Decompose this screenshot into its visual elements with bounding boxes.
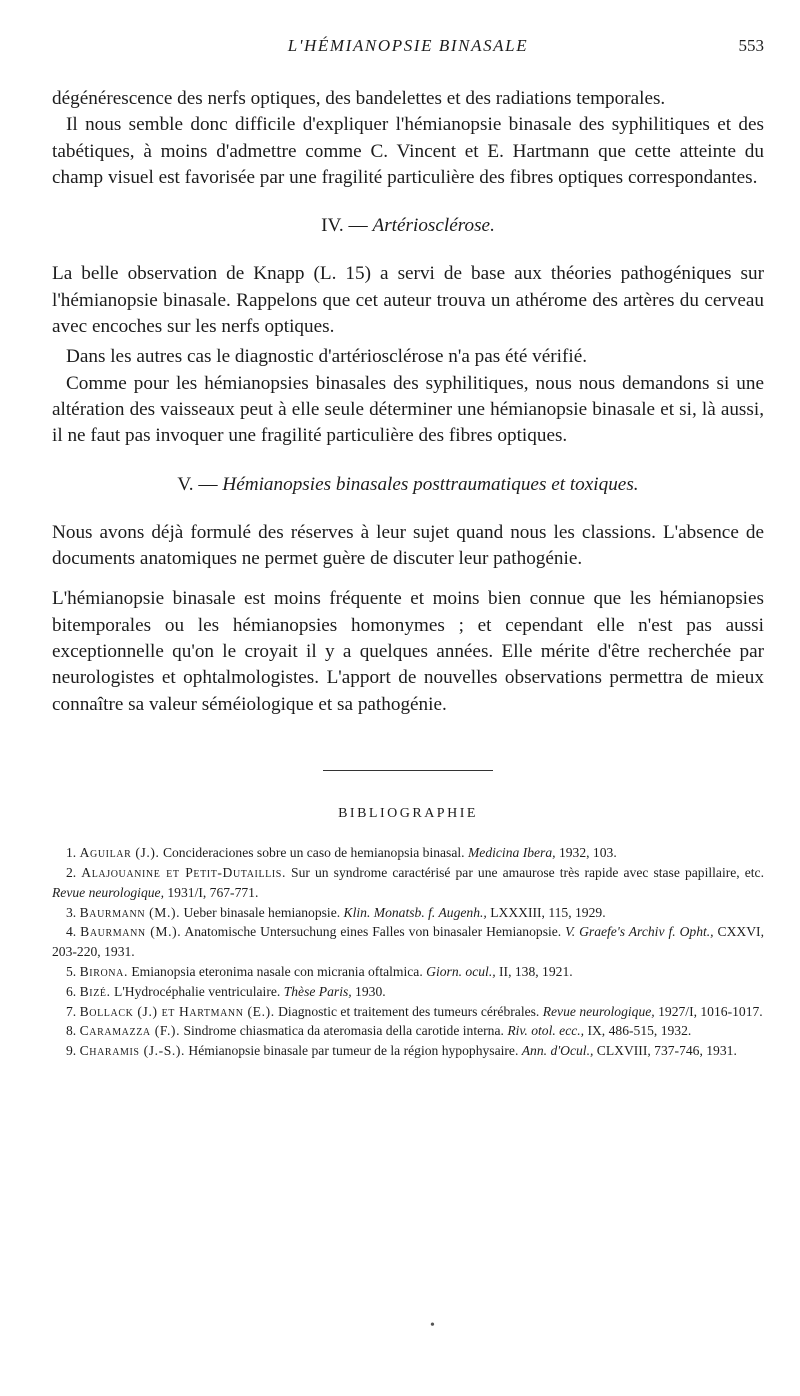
- section-heading-iv: [52, 213, 764, 239]
- section-heading-v: [52, 472, 764, 498]
- bib-entry-8: 8. Caramazza (F.). Sindrome chiasmatica da ateromasia della carotide interna. Riv. otol. ecc., IX, 486-515, 1932.: [66, 1023, 692, 1039]
- bib-entry-9: 9. Charamis (J.-S.). Hémianopsie binasale par tumeur de la région hypophysaire. Ann. d'Ocul., CLXVIII, 737-746, 1931.: [66, 1043, 737, 1059]
- paragraph-5: Comme pour les hémianopsies binasales des syphilitiques, nous nous demandons si une altération des vaisseaux peut à elle seule déterminer une hémianopsie binasale et si, là aussi, il ne faut pas invoquer une fragilité particulière des fibres optiques.: [52, 372, 764, 447]
- paragraph-3: La belle observation de Knapp (L. 15) a servi de base aux théories pathogéniques sur l'hémianopsie binasale. Rappelons que cet auteur trouva un athérome des artères du cerveau avec encoches sur les nerfs optiques.: [52, 263, 764, 338]
- bib-entry-6: 6. Bizé. L'Hydrocéphalie ventriculaire. Thèse Paris, 1930.: [66, 983, 386, 999]
- bib-entry-7: 7. Bollack (J.) et Hartmann (E.). Diagnostic et traitement des tumeurs cérébrales. Revue neurologique, 1927/I, 1016-1017.: [66, 1003, 763, 1019]
- section-divider: [323, 770, 493, 771]
- section-v-number: V. —: [177, 473, 218, 495]
- section-iv-title: Artériosclérose.: [372, 215, 495, 237]
- bib-entry-1: 1. Aguilar (J.). Concideraciones sobre un caso de hemianopsia binasal. Medicina Ibera, 1932, 103.: [66, 845, 617, 861]
- paragraph-2: Il nous semble donc difficile d'expliquer l'hémianopsie binasale des syphilitiques et des tabétiques, à moins d'admettre comme C. Vincent et E. Hartmann que cette atteinte du champ visuel est favorisée par une fragilité particulière des fibres optiques correspondantes.: [52, 114, 764, 188]
- paragraph-7: L'hémianopsie binasale est moins fréquente et moins bien connue que les hémianopsies bitemporales ou les hémianopsies homonymes ; et cependant elle n'est pas aussi exceptionnelle qu'on le croyait il y a quelques années. Elle mérite d'être recherchée par neurologistes et ophtalmologistes. L'apport de nouvelles observations permettra de mieux connaître sa valeur séméiologique et sa pathogénie.: [52, 588, 764, 715]
- running-head: [52, 36, 764, 62]
- section-v-title: Hémianopsies binasales posttraumatiques et toxiques.: [222, 473, 639, 495]
- main-text: [52, 86, 764, 1061]
- bib-entry-5: 5. Birona. Emianopsia eteronima nasale con micrania oftalmica. Giorn. ocul., II, 138, 1921.: [66, 964, 573, 980]
- bib-entry-4: 4. Baurmann (M.). Anatomische Untersuchung eines Falles von binasaler Hemianopsie. V. Graefe's Archiv f. Opht., CXXVI, 203-220, 1931.: [52, 924, 764, 960]
- section-iv-number: IV. —: [321, 215, 368, 237]
- paragraph-1: dégénérescence des nerfs optiques, des bandelettes et des radiations temporales.: [52, 88, 666, 109]
- print-speck: •: [430, 1318, 435, 1333]
- paragraph-6: Nous avons déjà formulé des réserves à leur sujet quand nous les classions. L'absence de documents anatomiques ne permet guère de discuter leur pathogénie.: [52, 521, 764, 570]
- bib-entry-2: 2. Alajouanine et Petit-Dutaillis. Sur un syndrome caractérisé par une amaurose très rapide avec stase papillaire, etc. Revue neurologique, 1931/I, 767-771.: [52, 865, 764, 900]
- running-title: L'HÉMIANOPSIE BINASALE: [287, 36, 529, 55]
- bibliography-title: BIBLIOGRAPHIE: [338, 805, 478, 821]
- page-number: 553: [738, 36, 764, 55]
- bib-entry-3: 3. Baurmann (M.). Ueber binasale hemianopsie. Klin. Monatsb. f. Augenh., LXXXIII, 115, 1929.: [66, 904, 606, 920]
- paragraph-4: Dans les autres cas le diagnostic d'artériosclérose n'a pas été vérifié.: [66, 346, 588, 368]
- bibliography-list: [52, 843, 764, 1061]
